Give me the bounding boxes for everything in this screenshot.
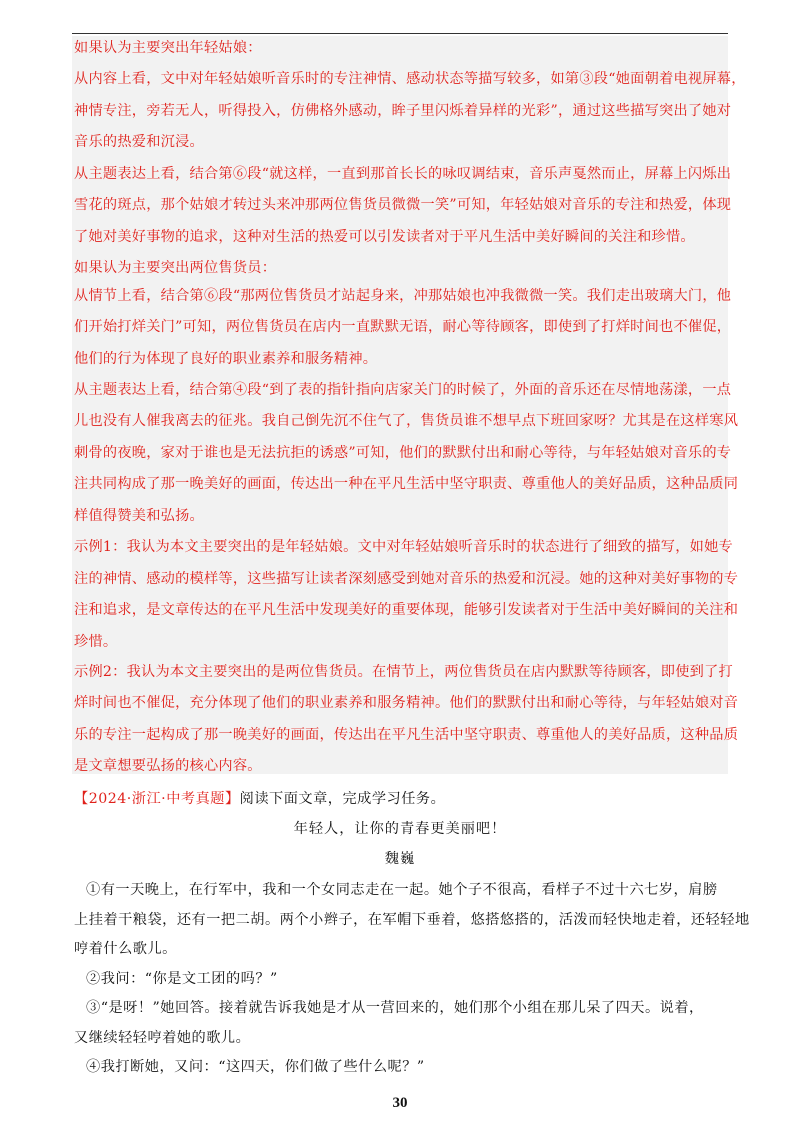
article-line: 上挂着干粮袋，还有一把二胡。两个小辫子，在军帽下垂着，悠搭悠搭的，活泼而轻快地走着，还轻轻地 — [74, 912, 750, 928]
answer-line: 示例1：我认为本文主要突出的是年轻姑娘。文中对年轻姑娘听音乐时的状态进行了细致的描写，如她专 — [74, 539, 733, 555]
answer-line: 雪花的斑点，那个姑娘才转过头来冲那两位售货员微微一笑”可知，年轻姑娘对音乐的专注和热爱，体现 — [74, 197, 732, 213]
answer-line: 如果认为主要突出两位售货员： — [74, 260, 277, 276]
answer-line: 从主题表达上看，结合第⑥段“就这样，一直到那首长长的咏叹调结束，音乐声戛然而止，屏幕上闪烁出 — [74, 166, 732, 182]
answer-line: 了她对美好事物的追求，这种对生活的热爱可以引发读者对于平凡生活中美好瞬间的关注和珍惜。 — [74, 229, 695, 245]
answer-line: 是文章想要弘扬的核心内容。 — [74, 758, 262, 774]
answer-line: 样值得赞美和弘扬。 — [74, 508, 204, 524]
source-tag: 【2024·浙江·中考真题】 — [74, 791, 240, 807]
answer-line: 他们的行为体现了良好的职业素养和服务精神。 — [74, 351, 378, 367]
answer-line: 注和追求，是文章传达的在平凡生活中发现美好的重要体现，能够引发读者对于生活中美好瞬间的关注和 — [74, 602, 739, 618]
answer-line: 如果认为主要突出年轻姑娘： — [74, 40, 262, 56]
answer-line: 注共同构成了那一晚美好的画面，传达出一种在平凡生活中坚守职责、尊重他人的美好品质，这种品质同 — [74, 476, 739, 492]
answer-line: 神情专注，旁若无人，听得投入，仿佛格外感动，眸子里闪烁着异样的光彩”，通过这些描写突出了她对 — [74, 103, 732, 119]
header-rule — [72, 33, 728, 34]
article-line: ①有一天晚上，在行军中，我和一个女同志走在一起。她个子不很高，看样子不过十六七岁，肩膀 — [86, 882, 718, 898]
article-title: 年轻人，让你的青春更美丽吧！ — [293, 821, 507, 837]
answer-line: 从主题表达上看，结合第④段“到了表的指针指向店家关门的时候了，外面的音乐还在尽情地荡漾，一点 — [74, 382, 732, 398]
answer-line: 们开始打烊关门”可知，两位售货员在店内一直默默无语，耐心等待顾客，即使到了打烊时间也不催促， — [74, 319, 732, 335]
article-line: 又继续轻轻哼着她的歌儿。 — [74, 1030, 251, 1046]
answer-line: 乐的专注一起构成了那一晚美好的画面，传达出在平凡生活中坚守职责、尊重他人的美好品质，这种品质 — [74, 727, 739, 743]
article-line: ③“是呀！”她回答。接着就告诉我她是才从一营回来的，她们那个小组在那儿呆了四天。说着， — [86, 1000, 704, 1016]
article-line: ④我打断她，又问：“这四天，你们做了些什么呢？” — [86, 1059, 425, 1075]
answer-line: 音乐的热爱和沉浸。 — [74, 134, 204, 150]
answer-line: 烊时间也不催促，充分体现了他们的职业素养和服务精神。他们的默默付出和耐心等待，与年轻姑娘对音 — [74, 695, 739, 711]
answer-line: 刺骨的夜晚，家对于谁也是无法抗拒的诱惑”可知，他们的默默付出和耐心等待，与年轻姑娘对音乐的专 — [74, 445, 732, 461]
article-author: 魏巍 — [384, 851, 416, 867]
question-header — [74, 789, 445, 809]
answer-line: 珍惜。 — [74, 634, 118, 650]
page-number: 30 — [392, 1095, 408, 1111]
question-instruction: 阅读下面文章，完成学习任务。 — [239, 791, 446, 807]
answer-line: 示例2：我认为本文主要突出的是两位售货员。在情节上，两位售货员在店内默默等待顾客，即使到了打 — [74, 664, 733, 680]
answer-line: 从情节上看，结合第⑥段“那两位售货员才站起身来，冲那姑娘也冲我微微一笑。我们走出玻璃大门，他 — [74, 288, 732, 304]
answer-line: 从内容上看，文中对年轻姑娘听音乐时的专注神情、感动状态等描写较多，如第③段“她面朝着电视屏幕， — [74, 71, 746, 87]
answer-line: 儿也没有人催我离去的征兆。我自己倒先沉不住气了，售货员谁不想早点下班回家呀？尤其是在这样寒风 — [74, 413, 739, 429]
article-line: ②我问：“你是文工团的吗？” — [86, 971, 278, 987]
answer-line: 注的神情、感动的模样等，这些描写让读者深刻感受到她对音乐的热爱和沉浸。她的这种对美好事物的专 — [74, 571, 739, 587]
article-line: 哼着什么歌儿。 — [74, 941, 177, 957]
